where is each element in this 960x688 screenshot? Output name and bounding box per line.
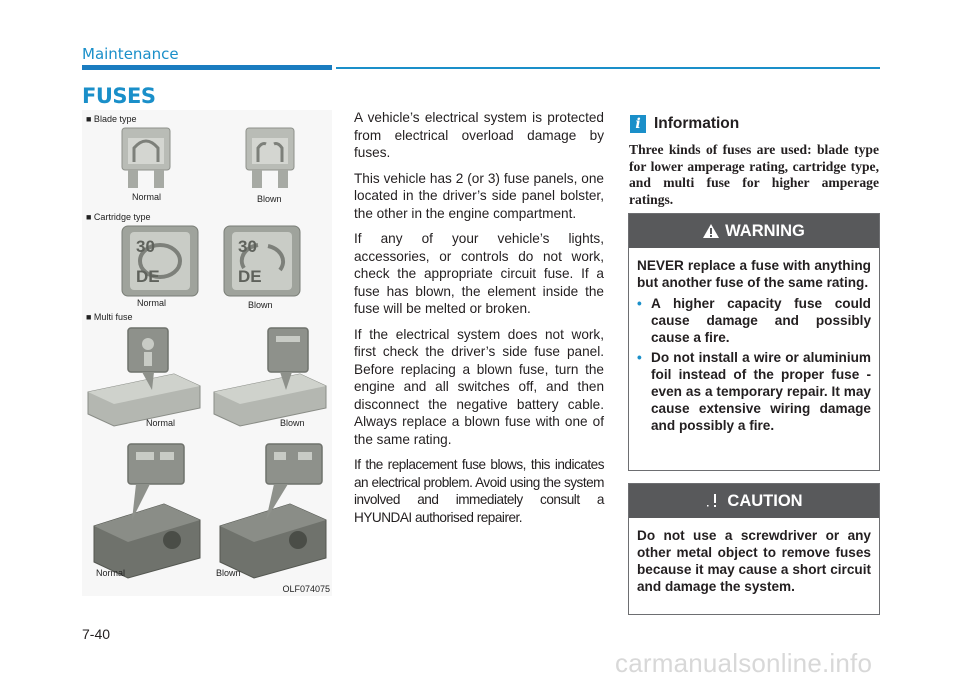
warning-bullet-text: Do not install a wire or aluminium foil instead of the proper fuse - even as a temporary repair. It may cause extensive wiring damage and possibly a fire. (651, 350, 871, 433)
multi-normal-label-2: Normal (96, 568, 126, 578)
multi-fuse-blown-image (210, 322, 330, 432)
multi-blown-label-2: Blown (216, 568, 241, 578)
cartridge-fuse-blown-image (222, 224, 302, 298)
watermark: carmanualsonline.info (615, 648, 873, 678)
multi-normal-label-1: Normal (146, 418, 176, 428)
warning-lead: NEVER replace a fuse with anything but another fuse of the same rating. (637, 258, 871, 290)
cartridge-normal-brand-text: DE (136, 267, 160, 286)
warning-header (629, 214, 879, 248)
warning-body (629, 248, 879, 445)
multi-fuse-box-blown-image (210, 440, 330, 580)
body-paragraph: A vehicle’s electrical system is protected from electrical overload damage by fuses. (354, 110, 604, 160)
blade-fuse-blown-image (244, 126, 296, 190)
caution-header (629, 484, 879, 518)
header-rule-dark (82, 65, 332, 70)
fuse-illustration (82, 110, 332, 596)
warning-list (637, 295, 871, 434)
body-text (354, 109, 604, 534)
cartridge-blown-brand-text: DE (238, 267, 262, 286)
figure-code: OLF074075 (282, 584, 330, 594)
cartridge-blown-rating-text: 30 (238, 237, 257, 256)
body-paragraph: If any of your vehicle’s lights, accessories, or controls do not work, check the appropriate circuit fuse. If a fuse has blown, the element inside the fuse will be melted or broken. (354, 231, 604, 316)
bullet-icon: • (637, 296, 642, 311)
header-rule-light (336, 67, 880, 69)
info-title: Information (654, 115, 740, 132)
bullet-icon: • (637, 350, 642, 365)
multi-fuse-box-normal-image (84, 440, 204, 580)
caution-body (629, 518, 879, 603)
blade-normal-label: Normal (132, 192, 162, 202)
cartridge-normal-rating-text: 30 (136, 237, 155, 256)
caution-exclamation-icon (705, 493, 721, 509)
caution-title: CAUTION (727, 491, 803, 510)
page-number: 7-40 (82, 626, 111, 642)
multi-fuse-normal-image (84, 322, 204, 432)
cartridge-normal-label: Normal (137, 298, 167, 308)
blade-type-label: ■ Blade type (86, 114, 137, 124)
cartridge-fuse-normal-image (120, 224, 200, 298)
warning-bullet (637, 295, 871, 346)
warning-box (628, 213, 880, 471)
blade-fuse-normal-image (120, 126, 172, 190)
page-title: FUSES (82, 84, 156, 108)
body-paragraph: If the electrical system does not work, first check the driver’s side fuse panel. Before replacing a blown fuse, turn the engine and all switches off, and then disconnect the negative battery cable. Always replace a blown fuse with one of the same rating. (354, 326, 604, 447)
info-icon: i (630, 115, 646, 133)
section-label: Maintenance (82, 45, 179, 63)
cartridge-blown-label: Blown (248, 300, 273, 310)
blade-blown-label: Blown (257, 194, 282, 204)
cartridge-type-label: ■ Cartridge type (86, 212, 151, 222)
body-paragraph: If the replacement fuse blows, this indicates an electrical problem. Avoid using the system involved and immediately consult a HYUNDAI authorised repairer. (354, 457, 604, 525)
warning-bullet (637, 349, 871, 434)
warning-title: WARNING (725, 221, 805, 240)
caution-box (628, 483, 880, 615)
multi-fuse-label: ■ Multi fuse (86, 312, 133, 322)
multi-blown-label-1: Blown (280, 418, 305, 428)
warning-bullet-text: A higher capacity fuse could cause damage and possibly cause a fire. (651, 296, 871, 345)
info-text: Three kinds of fuses are used: blade type for lower amperage rating, cartridge type, and multi fuse for higher amperage ratings. (629, 142, 879, 207)
warning-triangle-icon (703, 224, 719, 238)
body-paragraph: This vehicle has 2 (or 3) fuse panels, one located in the driver’s side panel bolster, the other in the engine compartment. (354, 170, 604, 221)
caution-text: Do not use a screwdriver or any other metal object to remove fuses because it may cause a short circuit and damage the system. (637, 528, 871, 594)
